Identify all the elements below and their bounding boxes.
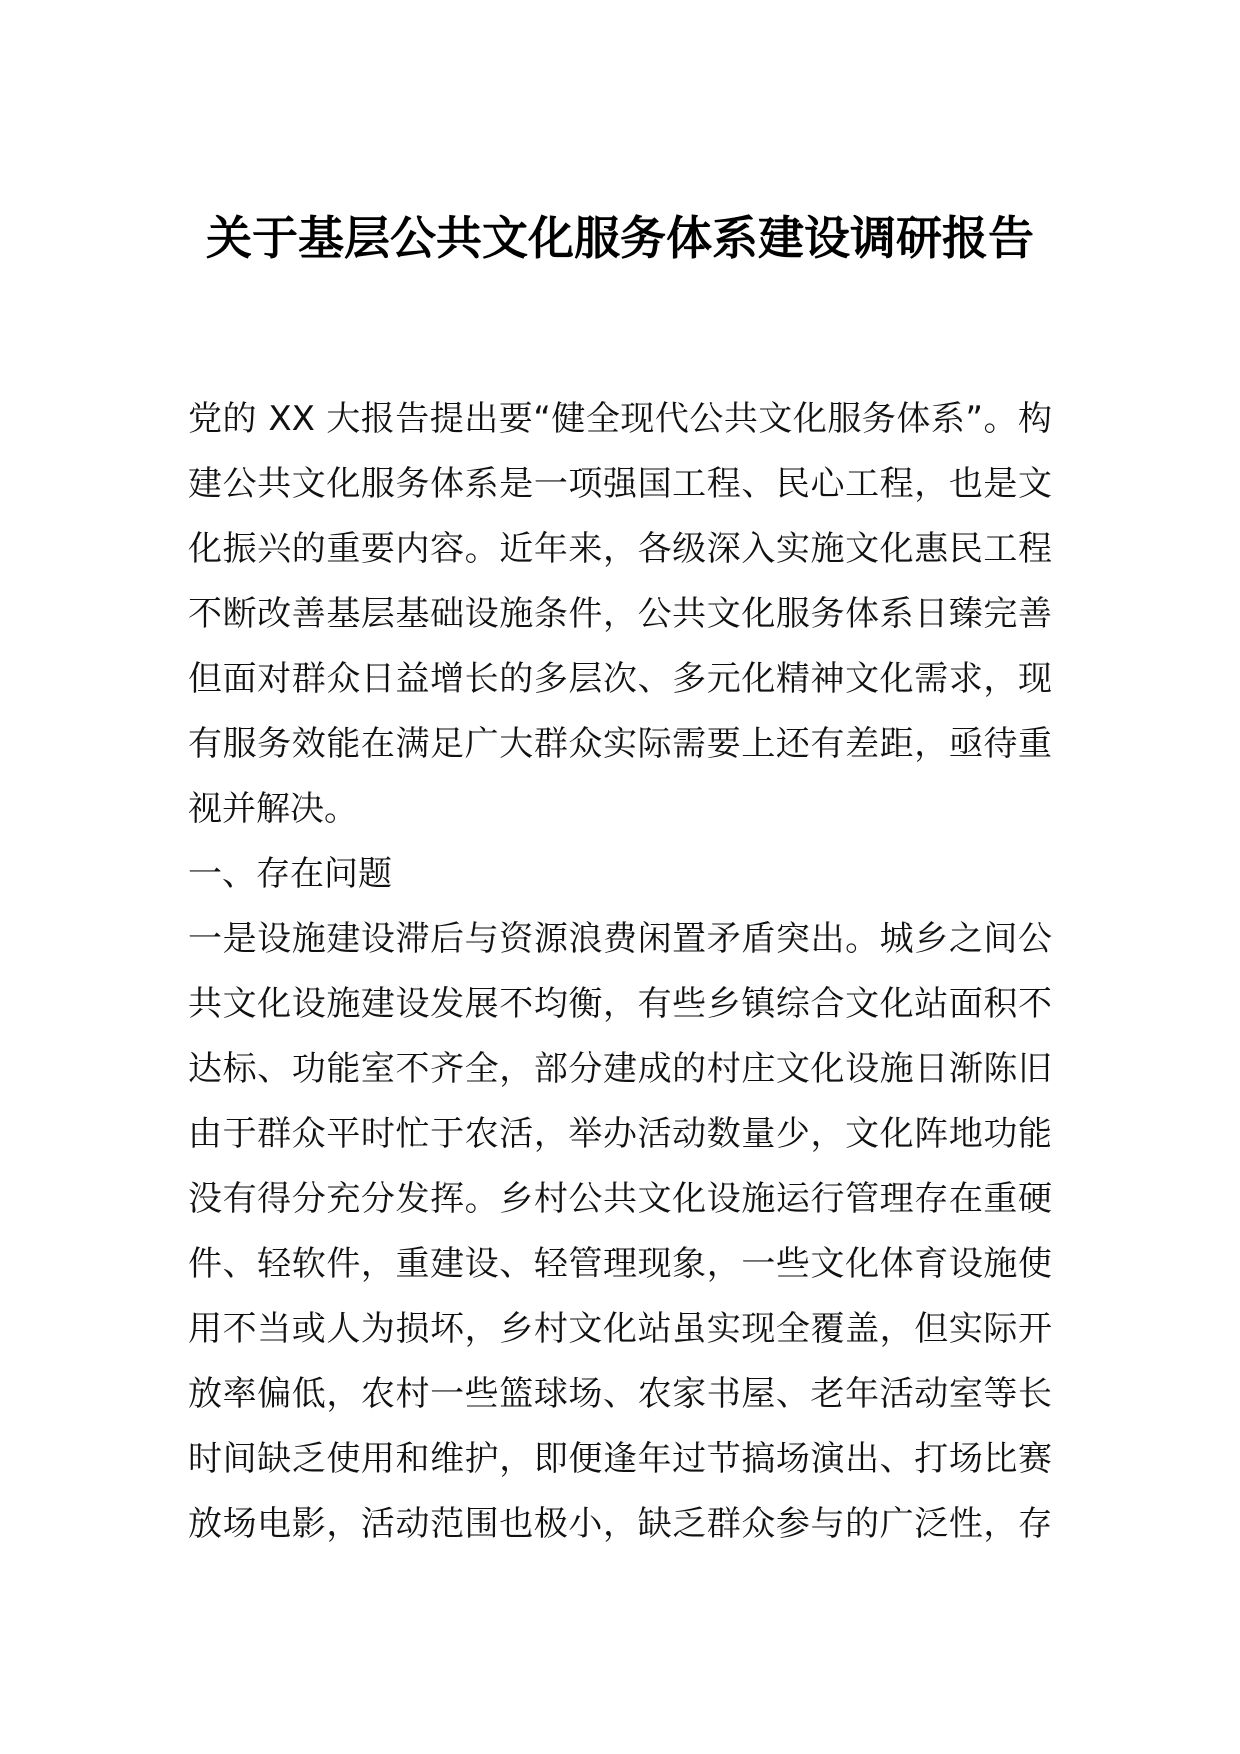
- body-line: 有服务效能在满足广大群众实际需要上还有差距，亟待重: [188, 724, 1052, 764]
- body-line: 时间缺乏使用和维护，即便逢年过节搞场演出、打场比赛: [188, 1439, 1052, 1479]
- body-line: 没有得分充分发挥。乡村公共文化设施运行管理存在重硬: [188, 1179, 1052, 1219]
- body-line: 由于群众平时忙于农活，举办活动数量少，文化阵地功能: [188, 1114, 1052, 1154]
- body-line: 但面对群众日益增长的多层次、多元化精神文化需求，现: [188, 659, 1052, 699]
- body-line: 件、轻软件，重建设、轻管理现象，一些文化体育设施使: [188, 1244, 1052, 1284]
- body-line: 用不当或人为损坏，乡村文化站虽实现全覆盖，但实际开: [188, 1309, 1052, 1349]
- body-line: 视并解决。: [188, 789, 358, 829]
- body-line: 不断改善基层基础设施条件，公共文化服务体系日臻完善: [188, 594, 1052, 634]
- body-line: 共文化设施建设发展不均衡，有些乡镇综合文化站面积不: [188, 984, 1052, 1024]
- body-line: 放率偏低，农村一些篮球场、农家书屋、老年活动室等长: [188, 1374, 1052, 1414]
- document-title: 关于基层公共文化服务体系建设调研报告: [206, 211, 1034, 265]
- document-body: [188, 387, 1052, 1557]
- body-line: 达标、功能室不齐全，部分建成的村庄文化设施日渐陈旧: [188, 1049, 1052, 1089]
- body-line: 党的 XX 大报告提出要“健全现代公共文化服务体系”。构: [188, 399, 1052, 439]
- body-line: 一、存在问题: [188, 854, 392, 894]
- body-line: 放场电影，活动范围也极小，缺乏群众参与的广泛性，存: [188, 1504, 1052, 1544]
- body-line: 化振兴的重要内容。近年来，各级深入实施文化惠民工程: [188, 529, 1052, 569]
- body-line: 建公共文化服务体系是一项强国工程、民心工程，也是文: [188, 464, 1052, 504]
- body-line: 一是设施建设滞后与资源浪费闲置矛盾突出。城乡之间公: [188, 919, 1052, 959]
